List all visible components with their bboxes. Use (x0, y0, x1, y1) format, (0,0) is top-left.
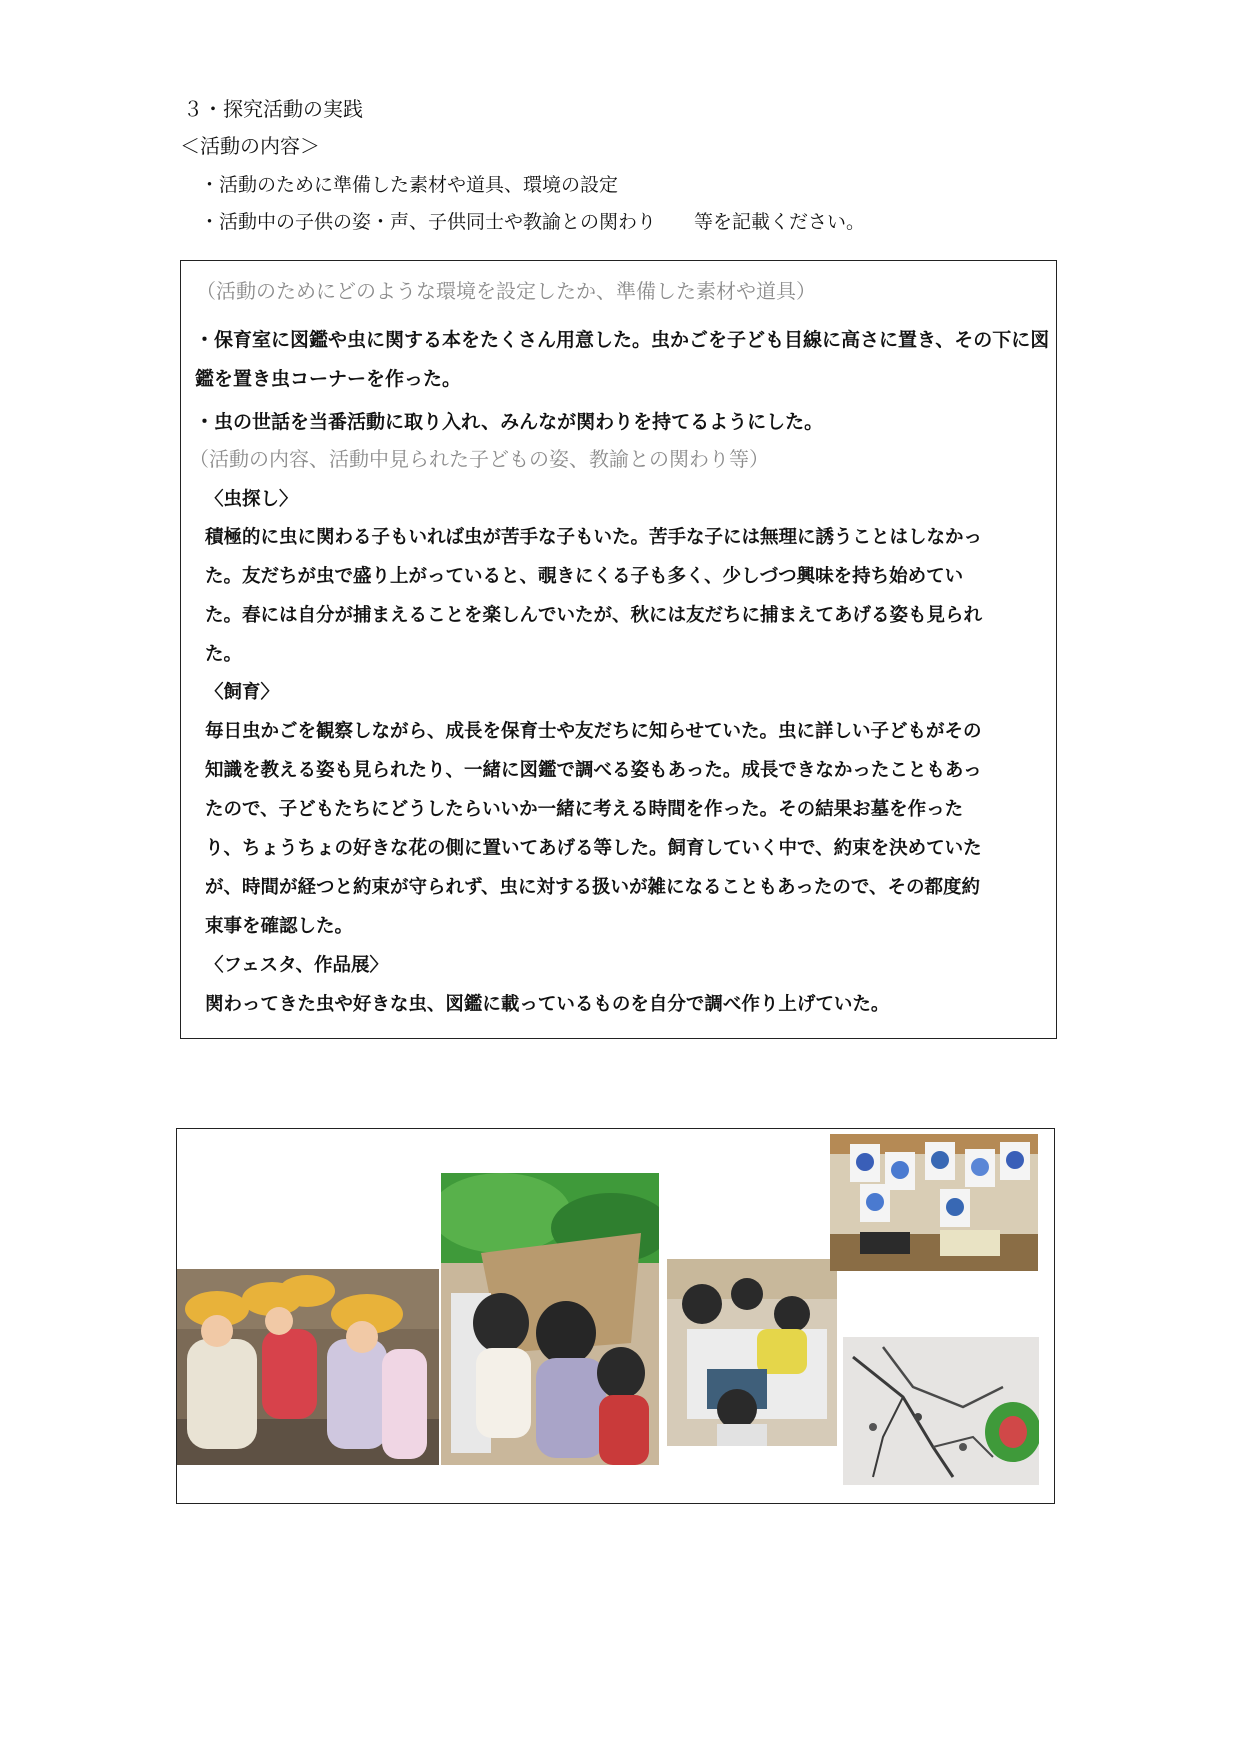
section-title-shiiku: 〈飼育〉 (205, 682, 280, 703)
body-line: 毎日虫かごを観察しながら、成長を保育士や友だちに知らせていた。虫に詳しい子どもがその (205, 721, 982, 742)
body-line: たので、子どもたちにどうしたらいいか一緒に考える時間を作った。その結果お墓を作った (205, 799, 964, 820)
body-line: 束事を確認した。 (205, 916, 354, 937)
instruction-bullet-1: ・活動のために準備した素材や道具、環境の設定 (200, 174, 619, 196)
prep-item-1-line-2: 鑑を置き虫コーナーを作った。 (195, 368, 462, 390)
prep-item-2-line-1: ・虫の世話を当番活動に取り入れ、みんなが関わりを持てるようにした。 (195, 411, 824, 433)
photo-children-at-table (667, 1259, 837, 1446)
section-subtitle: ＜活動の内容＞ (180, 134, 320, 158)
prep-heading: （活動のためにどのような環境を設定したか、準備した素材や道具） (196, 279, 816, 303)
body-line: た。春には自分が捕まえることを楽しんでいたが、秋には友だちに捕まえてあげる姿も見られ (205, 605, 983, 626)
photo-branch-insect-artwork (843, 1337, 1039, 1485)
body-line: た。 (205, 644, 243, 665)
body-line: 関わってきた虫や好きな虫、図鑑に載っているものを自分で調べ作り上げていた。 (205, 994, 890, 1015)
body-line: 積極的に虫に関わる子もいれば虫が苦手な子もいた。苦手な子には無理に誘うことはしなかっ (205, 527, 983, 548)
prep-item-1-line-1: ・保育室に図鑑や虫に関する本をたくさん用意した。虫かごを子ども目線に高さに置き、その下に図 (195, 329, 1050, 351)
photo-collage-box (176, 1128, 1055, 1504)
body-line: り、ちょうちょの好きな花の側に置いてあげる等した。飼育していく中で、約束を決めていた (205, 838, 982, 859)
section-title: ３・探究活動の実践 (183, 97, 363, 121)
photo-children-leaf-display (441, 1173, 659, 1465)
body-line: 知識を教える姿も見られたり、一緒に図鑑で調べる姿もあった。成長できなかったこともあっ (205, 760, 982, 781)
section-title-festa: 〈フェスタ、作品展〉 (205, 955, 388, 976)
activity-content-box (180, 260, 1057, 1039)
activity-heading: （活動の内容、活動中見られた子どもの姿、教諭との関わり等） (189, 447, 769, 471)
body-line: が、時間が経つと約束が守られず、虫に対する扱いが雑になることもあったので、その都度約 (205, 877, 980, 898)
section-title-mushisagashi: 〈虫探し〉 (205, 489, 298, 510)
photo-butterfly-artwork-wall (830, 1134, 1038, 1271)
instruction-bullet-2: ・活動中の子供の姿・声、子供同士や教諭との関わり 等を記載ください。 (200, 211, 866, 233)
photo-children-yellow-hats (177, 1269, 439, 1465)
body-line: た。友だちが虫で盛り上がっていると、覗きにくる子も多く、少しづつ興味を持ち始めてい (205, 566, 964, 587)
